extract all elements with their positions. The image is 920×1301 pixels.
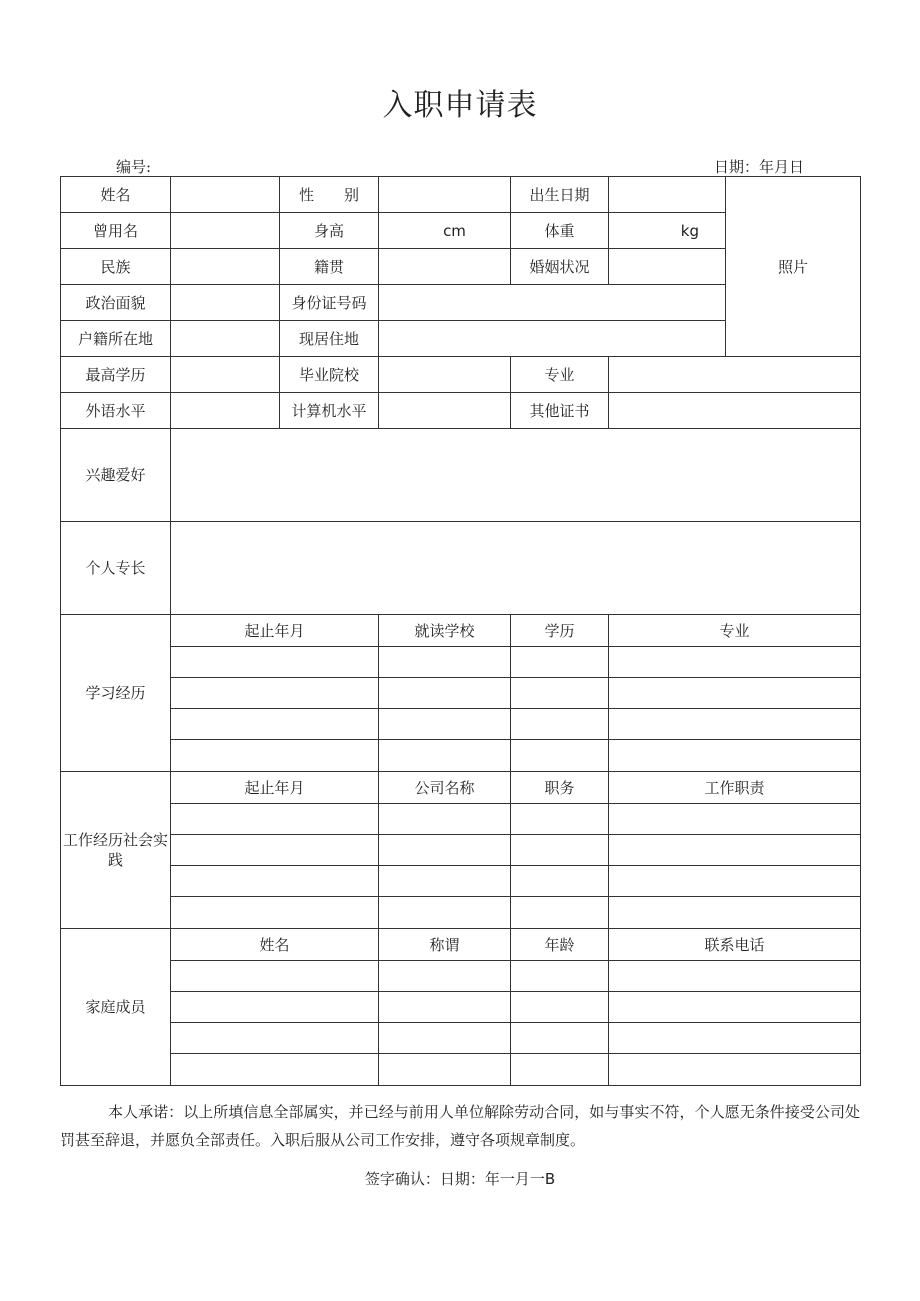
marital-status-field[interactable] (609, 249, 726, 285)
study-school-cell[interactable] (379, 647, 511, 678)
work-company-cell[interactable] (379, 897, 511, 929)
study-degree-cell[interactable] (511, 647, 609, 678)
family-name-cell[interactable] (171, 961, 379, 992)
family-members-label: 家庭成员 (61, 929, 171, 1086)
political-status-label: 政治面貌 (61, 285, 171, 321)
foreign-language-label: 外语水平 (61, 393, 171, 429)
family-col-phone: 联系电话 (609, 929, 861, 961)
table-row (61, 835, 861, 866)
political-status-field[interactable] (171, 285, 280, 321)
study-col-school: 就读学校 (379, 615, 511, 647)
hobbies-label: 兴趣爱好 (61, 429, 171, 522)
work-col-period: 起止年月 (171, 772, 379, 804)
computer-level-label: 计算机水平 (280, 393, 379, 429)
birth-date-label: 出生日期 (511, 177, 609, 213)
work-period-cell[interactable] (171, 804, 379, 835)
family-relation-cell[interactable] (379, 992, 511, 1023)
study-header-row (61, 615, 861, 647)
work-col-position: 职务 (511, 772, 609, 804)
height-label: 身高 (280, 213, 379, 249)
id-number-label: 身份证号码 (280, 285, 379, 321)
native-place-label: 籍贯 (280, 249, 379, 285)
study-major-cell[interactable] (609, 647, 861, 678)
work-col-company: 公司名称 (379, 772, 511, 804)
row-language (61, 393, 861, 429)
study-school-cell[interactable] (379, 678, 511, 709)
native-place-field[interactable] (379, 249, 511, 285)
gender-label: 性 别 (280, 177, 379, 213)
row-education (61, 357, 861, 393)
serial-number-label: 编号: (116, 158, 152, 176)
family-age-cell[interactable] (511, 1023, 609, 1054)
study-history-label: 学习经历 (61, 615, 171, 772)
work-position-cell[interactable] (511, 804, 609, 835)
work-period-cell[interactable] (171, 866, 379, 897)
former-name-label: 曾用名 (61, 213, 171, 249)
education-field[interactable] (171, 357, 280, 393)
family-phone-cell[interactable] (609, 992, 861, 1023)
work-company-cell[interactable] (379, 835, 511, 866)
application-form-table (60, 176, 861, 1086)
work-duties-cell[interactable] (609, 897, 861, 929)
hobbies-field[interactable] (171, 429, 861, 522)
signature-date-tail: B (544, 1170, 556, 1188)
study-period-cell[interactable] (171, 678, 379, 709)
pledge-statement: 本人承诺：以上所填信息全部属实，并已经与前用人单位解除劳动合同，如与事实不符，个人愿无条件接受公司处罚甚至辞退，并愿负全部责任。入职后服从公司工作安排，遵守各项规章制度。 (60, 1103, 860, 1149)
gender-field[interactable] (379, 177, 511, 213)
family-age-cell[interactable] (511, 1054, 609, 1086)
work-header-row (61, 772, 861, 804)
work-duties-cell[interactable] (609, 835, 861, 866)
work-position-cell[interactable] (511, 866, 609, 897)
household-location-field[interactable] (171, 321, 280, 357)
current-address-label: 现居住地 (280, 321, 379, 357)
graduated-school-label: 毕业院校 (280, 357, 379, 393)
row-specialties (61, 522, 861, 615)
birth-date-field[interactable] (609, 177, 726, 213)
table-row (61, 897, 861, 929)
signature-label: 签字确认：日期：年一月一 (364, 1170, 545, 1188)
ethnicity-label: 民族 (61, 249, 171, 285)
work-history-label: 工作经历社会实践 (61, 772, 171, 929)
major-field[interactable] (609, 357, 861, 393)
table-row (61, 740, 861, 772)
table-row (61, 647, 861, 678)
table-row (61, 992, 861, 1023)
row-name (61, 177, 861, 213)
table-row (61, 866, 861, 897)
name-field[interactable] (171, 177, 280, 213)
study-major-cell[interactable] (609, 740, 861, 772)
computer-level-field[interactable] (379, 393, 511, 429)
work-col-duties: 工作职责 (609, 772, 861, 804)
family-relation-cell[interactable] (379, 1054, 511, 1086)
id-number-field[interactable] (379, 285, 726, 321)
page-title: 入职申请表 (382, 88, 538, 123)
major-label: 专业 (511, 357, 609, 393)
ethnicity-field[interactable] (171, 249, 280, 285)
marital-status-label: 婚姻状况 (511, 249, 609, 285)
family-col-relation: 称谓 (379, 929, 511, 961)
table-row (61, 1054, 861, 1086)
family-phone-cell[interactable] (609, 1054, 861, 1086)
height-field[interactable]: cm (379, 213, 511, 249)
family-phone-cell[interactable] (609, 961, 861, 992)
row-hobbies (61, 429, 861, 522)
family-relation-cell[interactable] (379, 1023, 511, 1054)
table-row (61, 709, 861, 740)
family-col-age: 年龄 (511, 929, 609, 961)
other-certificates-label: 其他证书 (511, 393, 609, 429)
current-address-field[interactable] (379, 321, 726, 357)
study-school-cell[interactable] (379, 709, 511, 740)
study-period-cell[interactable] (171, 740, 379, 772)
work-company-cell[interactable] (379, 804, 511, 835)
family-col-name: 姓名 (171, 929, 379, 961)
family-name-cell[interactable] (171, 992, 379, 1023)
household-location-label: 户籍所在地 (61, 321, 171, 357)
name-label: 姓名 (61, 177, 171, 213)
study-degree-cell[interactable] (511, 740, 609, 772)
family-phone-cell[interactable] (609, 1023, 861, 1054)
family-age-cell[interactable] (511, 961, 609, 992)
work-position-cell[interactable] (511, 835, 609, 866)
table-row (61, 961, 861, 992)
education-label: 最高学历 (61, 357, 171, 393)
specialties-field[interactable] (171, 522, 861, 615)
weight-field[interactable]: kg (609, 213, 726, 249)
work-company-cell[interactable] (379, 866, 511, 897)
study-col-period: 起止年月 (171, 615, 379, 647)
family-relation-cell[interactable] (379, 961, 511, 992)
work-duties-cell[interactable] (609, 804, 861, 835)
study-degree-cell[interactable] (511, 709, 609, 740)
foreign-language-field[interactable] (171, 393, 280, 429)
table-row (61, 1023, 861, 1054)
form-date-label: 日期：年月日 (713, 158, 804, 176)
weight-label: 体重 (511, 213, 609, 249)
study-period-cell[interactable] (171, 709, 379, 740)
former-name-field[interactable] (171, 213, 280, 249)
family-name-cell[interactable] (171, 1023, 379, 1054)
study-col-degree: 学历 (511, 615, 609, 647)
specialties-label: 个人专长 (61, 522, 171, 615)
work-position-cell[interactable] (511, 897, 609, 929)
study-major-cell[interactable] (609, 678, 861, 709)
family-name-cell[interactable] (171, 1054, 379, 1086)
work-period-cell[interactable] (171, 835, 379, 866)
study-degree-cell[interactable] (511, 678, 609, 709)
work-duties-cell[interactable] (609, 866, 861, 897)
study-col-major: 专业 (609, 615, 861, 647)
work-period-cell[interactable] (171, 897, 379, 929)
study-period-cell[interactable] (171, 647, 379, 678)
graduated-school-field[interactable] (379, 357, 511, 393)
table-row (61, 804, 861, 835)
family-age-cell[interactable] (511, 992, 609, 1023)
family-header-row (61, 929, 861, 961)
study-major-cell[interactable] (609, 709, 861, 740)
table-row (61, 678, 861, 709)
photo-box[interactable]: 照片 (726, 177, 861, 357)
other-certificates-field[interactable] (609, 393, 861, 429)
study-school-cell[interactable] (379, 740, 511, 772)
signature-line (0, 1168, 920, 1189)
